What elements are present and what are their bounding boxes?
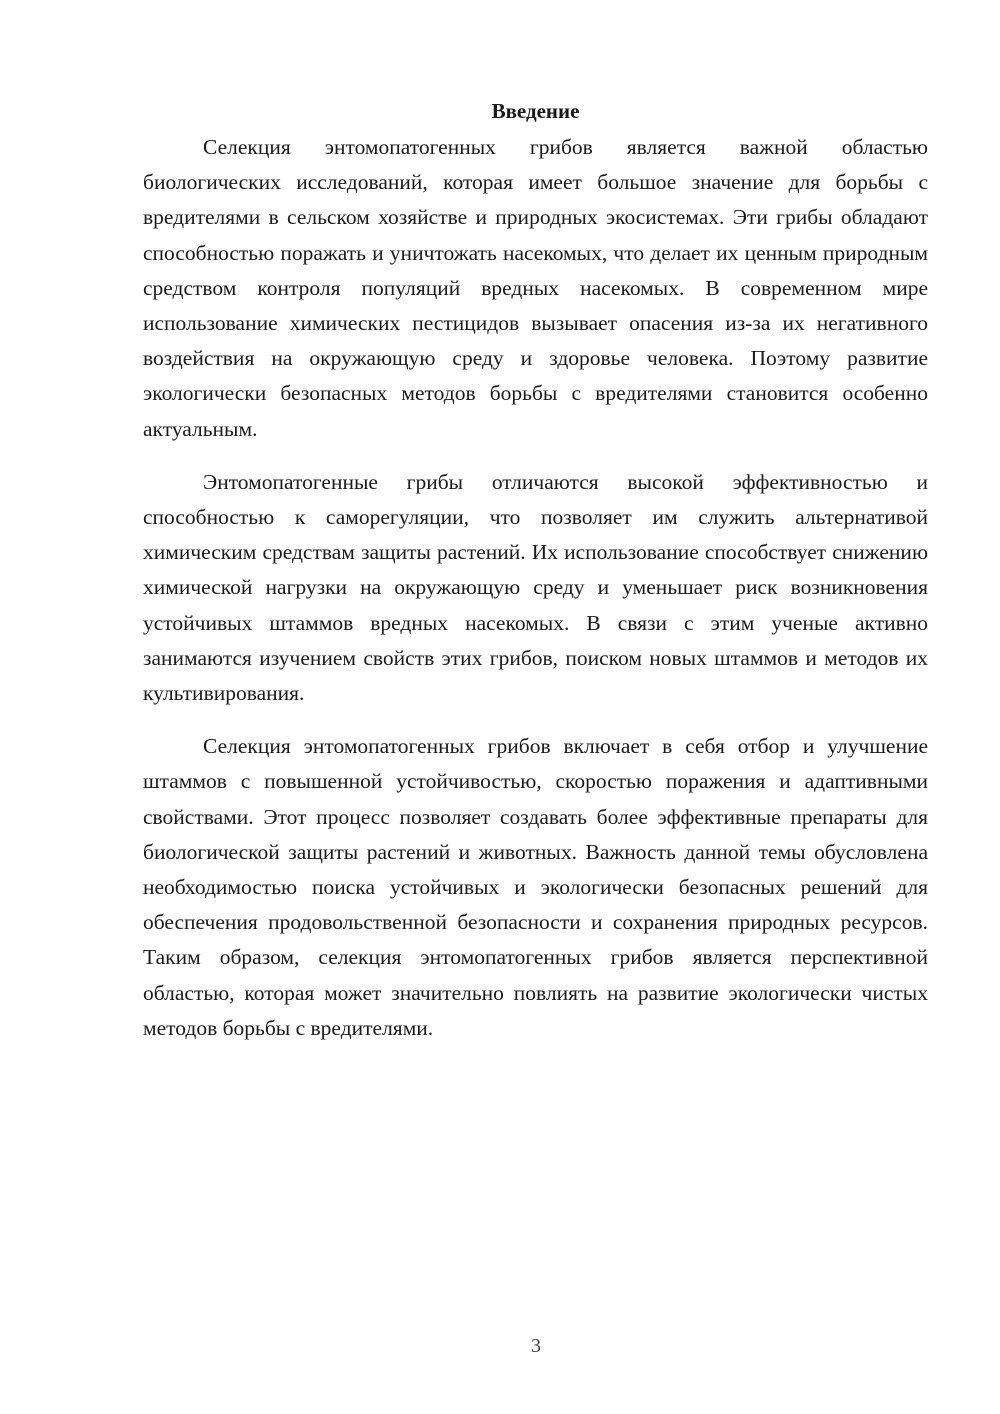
paragraph-3: Селекция энтомопатогенных грибов включает в себя отбор и улучшение штаммов с повышенной устойчивостью, скоростью поражения и адаптивными свойствами. Этот процесс позволяет создавать более эффективные препараты для биологической защиты растений и животных. Важность данной темы обусловлена необходимостью поиска устойчивых и экологически безопасных решений для обеспечения продовольственной безопасности и сохранения природных ресурсов. Таким образом, селекция энтомопатогенных грибов является перспективной областью, которая может значительно повлиять на развитие экологически чистых методов борьбы с вредителями. bbox=[143, 734, 928, 1040]
page-content bbox=[143, 96, 928, 1064]
page-number: 3 bbox=[531, 1335, 541, 1357]
paragraph-1: Селекция энтомопатогенных грибов является важной областью биологических исследований, которая имеет большое значение для борьбы с вредителями в сельском хозяйстве и природных экосистемах. Эти грибы обладают способностью поражать и уничтожать насекомых, что делает их ценным природным средством контроля популяций вредных насекомых. В современном мире использование химических пестицидов вызывает опасения из-за их негативного воздействия на окружающую среду и здоровье человека. Поэтому развитие экологически безопасных методов борьбы с вредителями становится особенно актуальным. bbox=[143, 135, 928, 441]
paragraph-2: Энтомопатогенные грибы отличаются высокой эффективностью и способностью к саморегуляции, что позволяет им служить альтернативой химическим средствам защиты растений. Их использование способствует снижению химической нагрузки на окружающую среду и уменьшает риск возникновения устойчивых штаммов вредных насекомых. В связи с этим ученые активно занимаются изучением свойств этих грибов, поиском новых штаммов и методов их культивирования. bbox=[143, 469, 928, 706]
section-heading: Введение bbox=[491, 99, 580, 123]
